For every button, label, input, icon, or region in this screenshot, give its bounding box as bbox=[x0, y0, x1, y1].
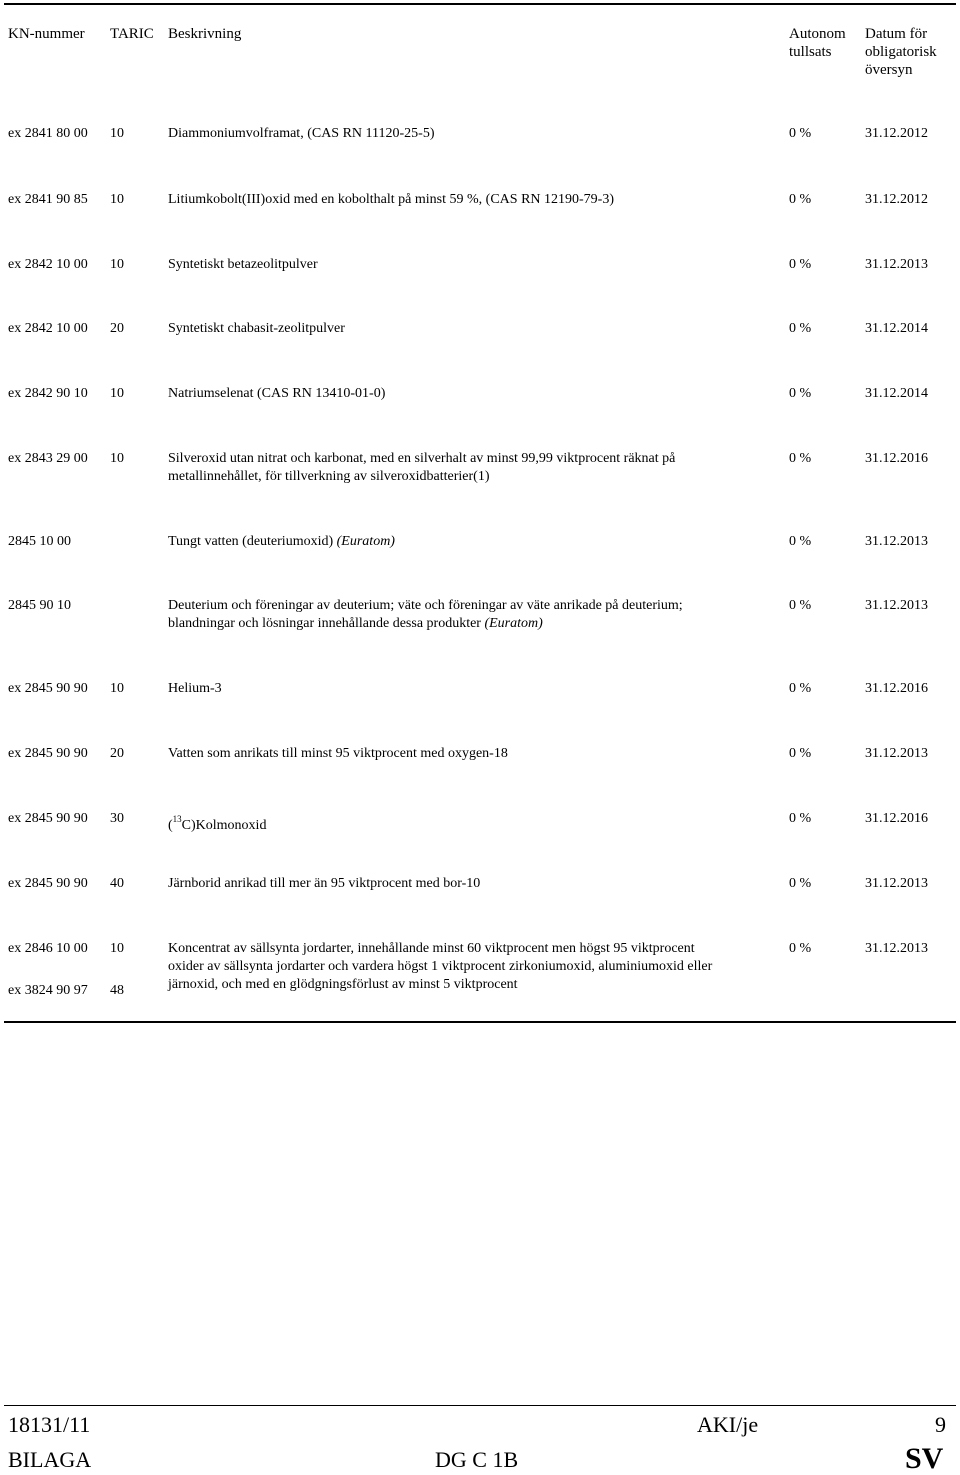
description-line: Koncentrat av sällsynta jordarter, innehållande minst 60 viktprocent men högst 95 viktprocent bbox=[168, 941, 695, 956]
review-date: 31.12.2016 bbox=[865, 451, 928, 466]
top-rule bbox=[4, 3, 956, 5]
header-rate-line2: tullsats bbox=[789, 44, 832, 60]
header-rate bbox=[789, 25, 846, 61]
isotope-superscript: 13 bbox=[172, 814, 182, 824]
kn-number: ex 2842 10 00 bbox=[8, 257, 88, 272]
review-date: 31.12.2013 bbox=[865, 941, 928, 956]
review-date: 31.12.2013 bbox=[865, 534, 928, 549]
directorate-label: DG C 1B bbox=[435, 1447, 519, 1472]
review-date: 31.12.2012 bbox=[865, 192, 928, 207]
header-date-line3: översyn bbox=[865, 62, 913, 78]
taric-code: 40 bbox=[110, 876, 124, 891]
description: Järnborid anrikad till mer än 95 viktprocent med bor-10 bbox=[168, 876, 481, 891]
review-date: 31.12.2013 bbox=[865, 598, 928, 613]
description-line: järnoxid, och med en glödgningsförlust av minst 5 viktprocent bbox=[168, 977, 518, 992]
duty-rate: 0 % bbox=[789, 386, 812, 401]
author-initials: AKI/je bbox=[697, 1412, 759, 1437]
description-text: blandningar och lösningar innehållande dessa produkter bbox=[168, 616, 485, 631]
description: Helium-3 bbox=[168, 681, 222, 696]
page-number: 9 bbox=[935, 1412, 946, 1437]
review-date: 31.12.2013 bbox=[865, 257, 928, 272]
kn-number: ex 2845 90 90 bbox=[8, 681, 88, 696]
language-code: SV bbox=[905, 1442, 944, 1475]
description: Syntetiskt betazeolitpulver bbox=[168, 257, 318, 272]
taric-code: 30 bbox=[110, 811, 124, 826]
description: Syntetiskt chabasit-zeolitpulver bbox=[168, 321, 345, 336]
kn-number-secondary: ex 3824 90 97 bbox=[8, 983, 88, 998]
duty-rate: 0 % bbox=[789, 746, 812, 761]
duty-rate: 0 % bbox=[789, 257, 812, 272]
description-text: ( bbox=[168, 818, 173, 833]
kn-number: ex 2843 29 00 bbox=[8, 451, 88, 466]
header-rate-line1: Autonom bbox=[789, 26, 846, 42]
header-date bbox=[865, 25, 937, 79]
taric-code: 10 bbox=[110, 451, 124, 466]
description: Diammoniumvolframat, (CAS RN 11120-25-5) bbox=[168, 126, 435, 141]
description-line: Silveroxid utan nitrat och karbonat, med en silverhalt av minst 99,99 viktprocent räknat på bbox=[168, 451, 676, 466]
review-date: 31.12.2014 bbox=[865, 386, 928, 401]
duty-rate: 0 % bbox=[789, 876, 812, 891]
duty-rate: 0 % bbox=[789, 126, 812, 141]
description-text: Tungt vatten (deuteriumoxid) bbox=[168, 534, 337, 549]
header-desc: Beskrivning bbox=[168, 26, 242, 42]
duty-rate: 0 % bbox=[789, 192, 812, 207]
description bbox=[168, 533, 780, 551]
annex-label: BILAGA bbox=[8, 1447, 92, 1472]
document-number: 18131/11 bbox=[8, 1412, 91, 1437]
header-date-line1: Datum för bbox=[865, 26, 928, 42]
description-line bbox=[168, 615, 780, 633]
euratom-note: (Euratom) bbox=[484, 616, 543, 631]
kn-number: ex 2842 90 10 bbox=[8, 386, 88, 401]
taric-code: 10 bbox=[110, 386, 124, 401]
taric-code: 10 bbox=[110, 681, 124, 696]
duty-rate: 0 % bbox=[789, 941, 812, 956]
description bbox=[168, 810, 780, 835]
footer-rule bbox=[4, 1405, 956, 1406]
review-date: 31.12.2016 bbox=[865, 811, 928, 826]
taric-code: 10 bbox=[110, 192, 124, 207]
kn-number: ex 2845 90 90 bbox=[8, 876, 88, 891]
kn-number: ex 2845 90 90 bbox=[8, 811, 88, 826]
duty-rate: 0 % bbox=[789, 451, 812, 466]
review-date: 31.12.2014 bbox=[865, 321, 928, 336]
description: Litiumkobolt(III)oxid med en kobolthalt på minst 59 %, (CAS RN 12190-79-3) bbox=[168, 192, 615, 207]
taric-code: 20 bbox=[110, 746, 124, 761]
header-kn: KN-nummer bbox=[8, 26, 85, 42]
taric-code: 20 bbox=[110, 321, 124, 336]
kn-number: ex 2842 10 00 bbox=[8, 321, 88, 336]
description bbox=[168, 940, 780, 994]
euratom-note: (Euratom) bbox=[336, 534, 395, 549]
description bbox=[168, 450, 780, 486]
description: Vatten som anrikats till minst 95 viktprocent med oxygen-18 bbox=[168, 746, 508, 761]
duty-rate: 0 % bbox=[789, 321, 812, 336]
kn-number: ex 2841 80 00 bbox=[8, 126, 88, 141]
review-date: 31.12.2016 bbox=[865, 681, 928, 696]
taric-code-secondary: 48 bbox=[110, 983, 124, 998]
review-date: 31.12.2013 bbox=[865, 876, 928, 891]
header-date-line2: obligatorisk bbox=[865, 44, 937, 60]
description-line: metallinnehållet, för tillverkning av silveroxidbatterier(1) bbox=[168, 469, 490, 484]
kn-number: 2845 90 10 bbox=[8, 598, 71, 613]
duty-rate: 0 % bbox=[789, 598, 812, 613]
description-line: oxider av sällsynta jordarter och vardera högst 1 viktprocent zirkoniumoxid, aluminiumoxid eller bbox=[168, 959, 713, 974]
duty-rate: 0 % bbox=[789, 811, 812, 826]
kn-number: ex 2845 90 90 bbox=[8, 746, 88, 761]
description-text: C)Kolmonoxid bbox=[181, 818, 267, 833]
description: Natriumselenat (CAS RN 13410-01-0) bbox=[168, 386, 386, 401]
duty-rate: 0 % bbox=[789, 534, 812, 549]
taric-code: 10 bbox=[110, 941, 124, 956]
description-line: Deuterium och föreningar av deuterium; väte och föreningar av väte anrikade på deuterium; bbox=[168, 598, 683, 613]
header-taric: TARIC bbox=[110, 26, 154, 42]
table-bottom-rule bbox=[4, 1021, 956, 1023]
description bbox=[168, 597, 780, 633]
duty-rate: 0 % bbox=[789, 681, 812, 696]
taric-code: 10 bbox=[110, 257, 124, 272]
review-date: 31.12.2013 bbox=[865, 746, 928, 761]
taric-code: 10 bbox=[110, 126, 124, 141]
kn-number: 2845 10 00 bbox=[8, 534, 71, 549]
kn-number: ex 2846 10 00 bbox=[8, 941, 88, 956]
review-date: 31.12.2012 bbox=[865, 126, 928, 141]
kn-number: ex 2841 90 85 bbox=[8, 192, 88, 207]
